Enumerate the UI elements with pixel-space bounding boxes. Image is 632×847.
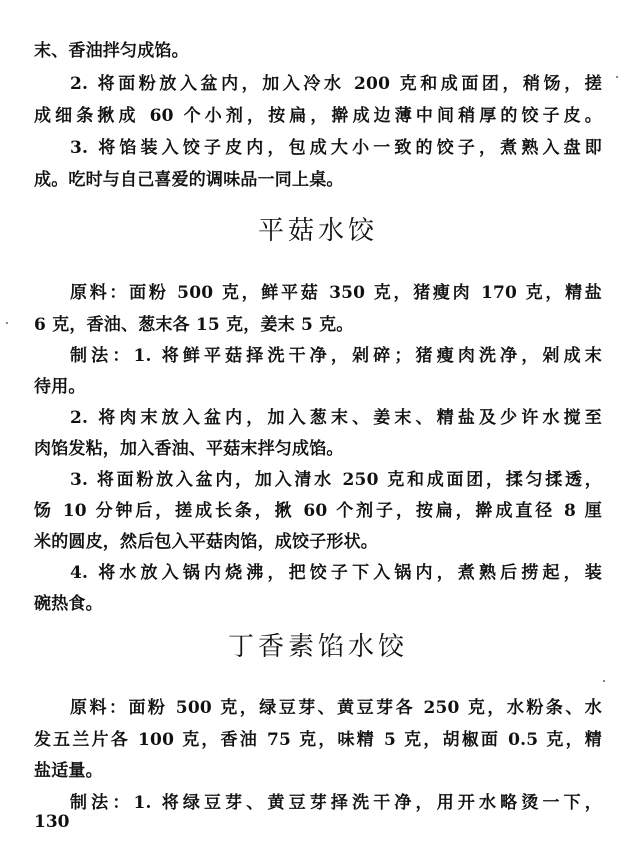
method-label: 制法: [70, 793, 113, 813]
method-text: ：1. 将鲜平菇择洗干净，剁碎；猪瘦肉洗净，剁成末: [112, 346, 602, 366]
prev-line-4: 3. 将馅装入饺子皮内，包成大小一致的饺子，煮熟入盘即: [70, 138, 602, 158]
pinggu-ingredients-line-1: [34, 282, 602, 304]
ingredients-text: ：面粉 500 克，鲜平菇 350 克，猪瘦肉 170 克，精盐: [109, 283, 602, 303]
recipe-title-pinggu: 平菇水饺: [257, 216, 378, 246]
pinggu-step-line-4: 饧 10 分钟后，搓成长条，揪 60 个剂子，按扁，擀成直径 8 厘: [34, 501, 602, 521]
dingxiang-ingredients-line-1: [34, 697, 602, 719]
pinggu-method-line-2: 待用。: [34, 377, 86, 397]
pinggu-ingredients-line-2: 6 克，香油、葱末各 15 克，姜末 5 克。: [34, 315, 354, 335]
prev-line-2: 2. 将面粉放入盆内，加入冷水 200 克和成面团，稍饧，搓: [70, 74, 602, 94]
method-label: 制法: [70, 346, 113, 366]
pinggu-method-line-1: [34, 345, 602, 367]
page-number: 130: [34, 812, 70, 832]
recipe-title-dingxiang: 丁香素馅水饺: [227, 632, 408, 662]
ingredients-text: ：面粉 500 克，绿豆芽、黄豆芽各 250 克，水粉条、水: [108, 698, 602, 718]
pinggu-step-line-6: 4. 将水放入锅内烧沸，把饺子下入锅内，煮熟后捞起，装: [70, 563, 602, 583]
pinggu-step-line-5: 米的圆皮，然后包入平菇肉馅，成饺子形状。: [34, 532, 378, 552]
method-text: ：1. 将绿豆芽、黄豆芽择洗干净，用开水略烫一下，: [112, 793, 602, 813]
pinggu-step-line-3: 3. 将面粉放入盆内，加入清水 250 克和成面团，揉匀揉透，: [70, 470, 602, 490]
ingredients-label: 原料: [70, 698, 109, 718]
dingxiang-ingredients-line-2: 发五兰片各 100 克，香油 75 克，味精 5 克，胡椒面 0.5 克，精: [34, 730, 602, 750]
scan-speck: [603, 680, 605, 682]
scan-speck: [616, 76, 618, 78]
dingxiang-method-line-1: [34, 792, 602, 814]
pinggu-step-line-2: 肉馅发粘，加入香油、平菇末拌匀成馅。: [34, 439, 344, 459]
pinggu-step-line-7: 碗热食。: [34, 594, 103, 614]
prev-line-5: 成。吃时与自己喜爱的调味品一同上桌。: [34, 170, 344, 190]
scan-speck: [6, 322, 8, 324]
prev-line-1: 末、香油拌匀成馅。: [34, 41, 189, 61]
dingxiang-ingredients-line-3: 盐适量。: [34, 761, 103, 781]
prev-line-3: 成细条揪成 60 个小剂，按扁，擀成边薄中间稍厚的饺子皮。: [34, 106, 602, 126]
pinggu-step-line-1: 2. 将肉末放入盆内，加入葱末、姜末、精盐及少许水搅至: [70, 408, 602, 428]
document-page: [34, 0, 602, 847]
ingredients-label: 原料: [70, 283, 110, 303]
